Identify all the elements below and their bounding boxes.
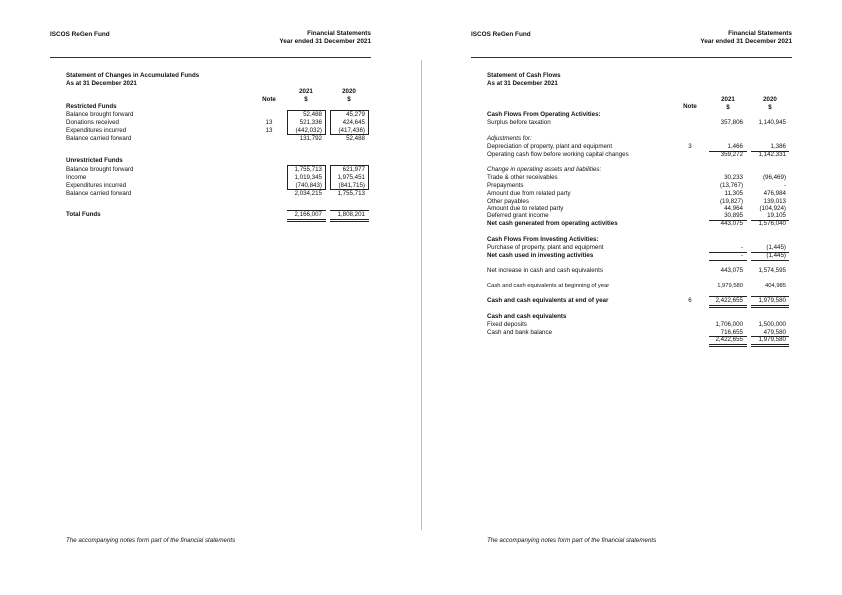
row-label: Other payables bbox=[487, 198, 529, 205]
row-note: 3 bbox=[688, 143, 692, 150]
underline-2020 bbox=[751, 260, 789, 261]
row-2021: 1,706,000 bbox=[715, 321, 743, 328]
row-2020: (417,436) bbox=[338, 127, 365, 134]
row-2021: 357,806 bbox=[720, 119, 743, 126]
col-2021-year: 2021 bbox=[299, 88, 313, 95]
row-2020: 19,105 bbox=[767, 212, 786, 219]
row-2021: 52,488 bbox=[303, 111, 322, 118]
row-2020: (1,445) bbox=[766, 244, 786, 251]
org-name: ISCOS ReGen Fund bbox=[50, 31, 110, 38]
cce-double-underline-2020 bbox=[751, 344, 789, 347]
row-label: Purchase of property, plant and equipment bbox=[487, 244, 604, 251]
col-2020-header bbox=[330, 88, 368, 104]
statement-subtitle: As at 31 December 2021 bbox=[66, 80, 137, 87]
table-row bbox=[487, 212, 789, 220]
row-2021: 2,422,655 bbox=[715, 297, 743, 304]
row-label: Fixed deposits bbox=[487, 321, 527, 328]
row-label: Operating cash flow before working capital changes bbox=[487, 151, 629, 158]
row-label: Net cash generated from operating activities bbox=[487, 220, 618, 227]
row-2020: 404,985 bbox=[765, 283, 786, 289]
row-2021: 30,895 bbox=[724, 212, 743, 219]
table-row bbox=[487, 143, 789, 151]
col-2021-header bbox=[287, 88, 325, 104]
table-row bbox=[66, 135, 368, 143]
table-row bbox=[487, 282, 789, 290]
total-2020: 1,808,201 bbox=[337, 211, 365, 218]
statement-title bbox=[487, 72, 561, 88]
table-row bbox=[487, 119, 789, 127]
table-row bbox=[487, 190, 789, 198]
total-label: Total Funds bbox=[66, 211, 101, 218]
total-2021-topline bbox=[287, 210, 326, 211]
table-row bbox=[487, 297, 789, 305]
footer-note: The accompanying notes form part of the financial statements bbox=[66, 537, 236, 544]
header-rule bbox=[50, 57, 371, 58]
header-rule bbox=[471, 57, 792, 58]
row-label: Cash and bank balance bbox=[487, 329, 553, 336]
header-title: Financial Statements bbox=[307, 30, 371, 37]
cce-double-underline-2021 bbox=[709, 344, 747, 347]
cce-total-2020: 1,979,580 bbox=[758, 336, 786, 343]
row-2021: (740,843) bbox=[295, 182, 322, 189]
table-row bbox=[487, 151, 789, 159]
row-2020: 1,755,713 bbox=[337, 190, 365, 197]
col-2020-year: 2020 bbox=[763, 96, 777, 103]
header-period: Year ended 31 December 2021 bbox=[700, 38, 792, 45]
row-2020: 1,386 bbox=[770, 143, 786, 150]
col-2020-header bbox=[751, 96, 789, 112]
col-note-header: Note bbox=[262, 96, 276, 103]
header-title: Financial Statements bbox=[728, 30, 792, 37]
right-page bbox=[421, 0, 842, 595]
working-capital-label: Change in operating assets and liabilities: bbox=[487, 166, 602, 173]
restricted-heading: Restricted Funds bbox=[66, 103, 117, 110]
row-label: Net increase in cash and cash equivalents bbox=[487, 267, 603, 274]
row-2021: - bbox=[740, 252, 743, 259]
col-2021-year: 2021 bbox=[721, 96, 735, 103]
col-note-header: Note bbox=[683, 103, 697, 110]
total-2020-double-underline bbox=[330, 219, 369, 222]
row-2020: 1,576,040 bbox=[758, 220, 786, 227]
row-2021: (13,767) bbox=[719, 182, 743, 189]
row-2021: 359,272 bbox=[720, 151, 743, 158]
statement-title bbox=[66, 72, 199, 88]
unrestricted-2020-box bbox=[330, 165, 369, 190]
row-label: Balance carried forward bbox=[66, 135, 132, 142]
row-label: Amount due to related party bbox=[487, 205, 564, 212]
end-year-double-underline-2021 bbox=[709, 305, 747, 308]
org-name: ISCOS ReGen Fund bbox=[471, 31, 531, 38]
table-row bbox=[487, 321, 789, 329]
row-2021: 1,019,345 bbox=[294, 174, 322, 181]
row-2020: (841,715) bbox=[338, 182, 365, 189]
row-2021: 2,034,215 bbox=[294, 190, 322, 197]
row-label: Expenditures incurred bbox=[66, 182, 127, 189]
col-2021-header bbox=[709, 96, 747, 112]
cce-total-2021: 2,422,655 bbox=[715, 336, 743, 343]
statement-subtitle: As at 31 December 2021 bbox=[487, 80, 558, 87]
row-label: Balance carried forward bbox=[66, 190, 132, 197]
row-label: Amount due from related party bbox=[487, 190, 571, 197]
unrestricted-heading: Unrestricted Funds bbox=[66, 157, 123, 164]
row-2020: (96,469) bbox=[762, 174, 786, 181]
col-2020-year: 2020 bbox=[342, 88, 356, 95]
statement-title-text: Statement of Changes in Accumulated Funds bbox=[66, 72, 200, 79]
row-2021: 44,964 bbox=[724, 205, 743, 212]
end-year-double-underline-2020 bbox=[751, 305, 789, 308]
restricted-2021-box bbox=[287, 110, 326, 135]
total-2020-topline bbox=[330, 210, 369, 211]
row-2020: 424,645 bbox=[342, 119, 365, 126]
row-2020: (104,924) bbox=[759, 205, 786, 212]
row-2020: 1,500,000 bbox=[758, 321, 786, 328]
table-row bbox=[487, 182, 789, 190]
row-2021: 443,075 bbox=[720, 267, 743, 274]
row-label: Trade & other receivables bbox=[487, 174, 558, 181]
row-label: Cash and cash equivalents at beginning of year bbox=[487, 283, 610, 289]
row-2021: 716,655 bbox=[720, 329, 743, 336]
row-2021: 443,075 bbox=[720, 220, 743, 227]
statement-title-text: Statement of Cash Flows bbox=[487, 72, 561, 79]
table-row bbox=[66, 190, 368, 198]
header-period: Year ended 31 December 2021 bbox=[279, 38, 371, 45]
row-2021: 1,979,580 bbox=[717, 283, 743, 289]
table-row bbox=[487, 336, 789, 344]
restricted-2020-box bbox=[330, 110, 369, 135]
total-2021: 2,166,007 bbox=[294, 211, 322, 218]
header-right bbox=[700, 30, 792, 46]
row-2021: 30,233 bbox=[724, 174, 743, 181]
row-2020: - bbox=[783, 182, 786, 189]
col-2021-currency: $ bbox=[726, 104, 730, 111]
row-2020: 1,140,945 bbox=[758, 119, 786, 126]
adjustments-label: Adjustments for: bbox=[487, 135, 532, 142]
row-2021: 1,466 bbox=[727, 143, 743, 150]
investing-heading: Cash Flows From Investing Activities: bbox=[487, 236, 599, 243]
row-label: Prepayments bbox=[487, 182, 524, 189]
row-2021: 131,792 bbox=[299, 135, 322, 142]
row-2020: 1,975,451 bbox=[337, 174, 365, 181]
row-2020: 621,977 bbox=[342, 166, 365, 173]
row-label: Cash and cash equivalents at end of year bbox=[487, 297, 609, 304]
row-2021: - bbox=[740, 244, 743, 251]
row-2020: 479,580 bbox=[763, 329, 786, 336]
row-label: Balance brought forward bbox=[66, 166, 134, 173]
row-label: Balance brought forward bbox=[66, 111, 134, 118]
row-2020: 45,279 bbox=[346, 111, 365, 118]
row-note: 6 bbox=[688, 297, 692, 304]
row-label: Expenditures incurred bbox=[66, 127, 127, 134]
header-right bbox=[279, 30, 371, 46]
table-row bbox=[487, 267, 789, 275]
row-note: 13 bbox=[265, 127, 273, 134]
row-note: 13 bbox=[265, 119, 273, 126]
row-label: Deferred grant income bbox=[487, 212, 549, 219]
table-row bbox=[487, 174, 789, 182]
table-row bbox=[487, 244, 789, 252]
col-2020-currency: $ bbox=[768, 104, 772, 111]
col-2020-currency: $ bbox=[347, 96, 351, 103]
row-label: Net cash used in investing activities bbox=[487, 252, 594, 259]
unrestricted-2021-box bbox=[287, 165, 326, 190]
underline-2021 bbox=[709, 260, 747, 261]
total-row bbox=[66, 211, 368, 219]
cce-heading: Cash and cash equivalents bbox=[487, 313, 567, 320]
row-2020: (1,445) bbox=[766, 252, 786, 259]
total-2021-double-underline bbox=[287, 219, 326, 222]
operating-heading: Cash Flows From Operating Activities: bbox=[487, 111, 601, 118]
row-label: Donations received bbox=[66, 119, 119, 126]
row-2021: 1,755,713 bbox=[294, 166, 322, 173]
row-label: Income bbox=[66, 174, 87, 181]
row-2020: 476,984 bbox=[763, 190, 786, 197]
col-2021-currency: $ bbox=[304, 96, 308, 103]
row-2020: 139,013 bbox=[763, 198, 786, 205]
row-2021: 11,305 bbox=[724, 190, 743, 197]
row-label: Surplus before taxation bbox=[487, 119, 551, 126]
row-2021: 521,336 bbox=[299, 119, 322, 126]
row-2020: 1,142,331 bbox=[758, 151, 786, 158]
row-2020: 52,488 bbox=[346, 135, 365, 142]
row-2021: (19,827) bbox=[719, 198, 743, 205]
row-2021: (442,032) bbox=[295, 127, 322, 134]
row-2020: 1,574,595 bbox=[758, 267, 786, 274]
table-row bbox=[487, 220, 789, 228]
row-label: Depreciation of property, plant and equipment bbox=[487, 143, 613, 150]
table-row bbox=[487, 252, 789, 260]
row-2020: 1,979,580 bbox=[758, 297, 786, 304]
footer-note: The accompanying notes form part of the financial statements bbox=[487, 537, 657, 544]
